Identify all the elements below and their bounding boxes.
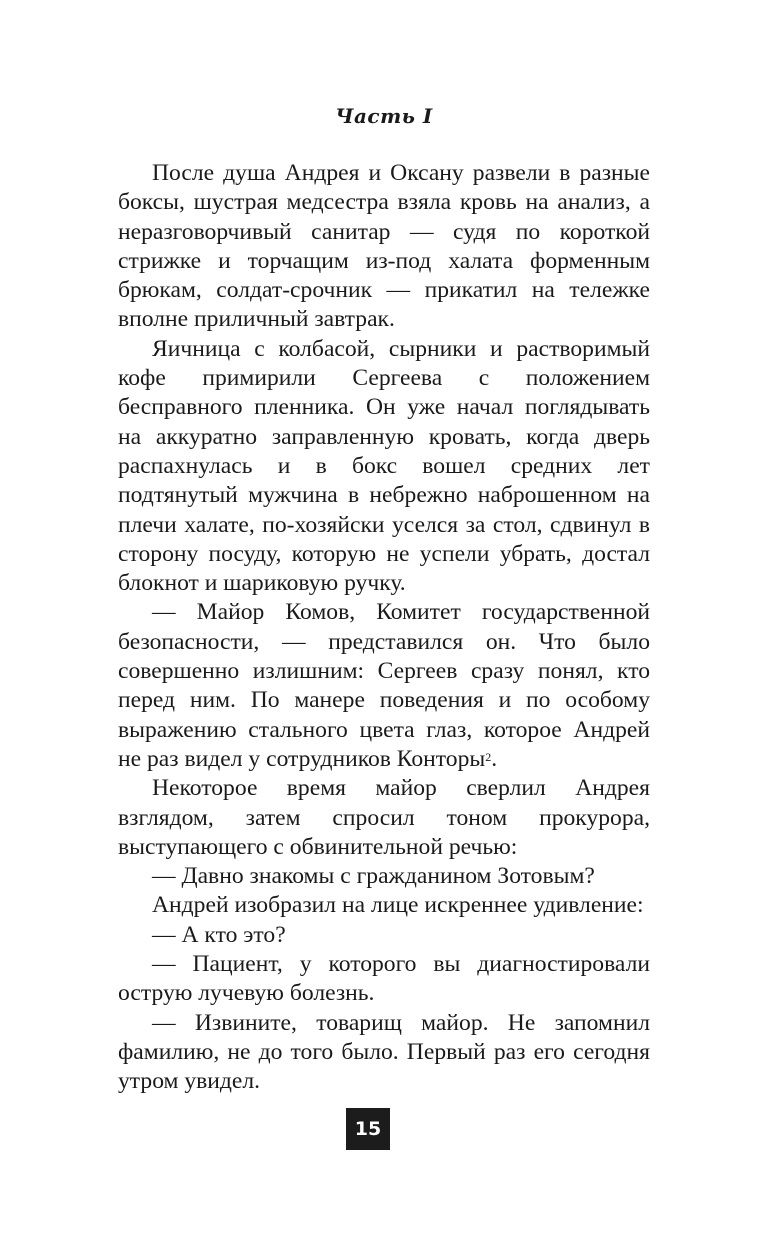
paragraph-6: Андрей изобразил на лице искреннее удивление: <box>152 892 644 919</box>
page-number: 15 <box>346 1108 390 1150</box>
paragraph-9: — Извините, товарищ майор. Не запомнил фамилию, не до того было. Первый раз его сегодня утром увидел. <box>118 1009 650 1095</box>
body-text <box>118 159 650 1097</box>
paragraph-1: После душа Андрея и Оксану развели в разные боксы, шустрая медсестра взяла кровь на анализ, а неразговорчивый санитар — судя по короткой стрижке и торчащим из-под халата форменным брюкам, солдат-срочник — прикатил на тележке вполне приличный завтрак. <box>118 160 650 333</box>
footnote-mark: 2 <box>485 749 492 764</box>
paragraph-7: — А кто это? <box>152 921 286 948</box>
paragraph-5: — Давно знакомы с гражданином Зотовым? <box>152 863 595 890</box>
paragraph-8: — Пациент, у которого вы диагностировали острую лучевую болезнь. <box>118 951 650 1007</box>
paragraph-2: Яичница с колбасой, сырники и растворимый кофе примирили Сергеева с положением бесправного пленника. Он уже начал поглядывать на аккуратно заправленную кровать, когда дверь распахнулась и в бокс вошел средних лет подтянутый мужчина в небрежно наброшенном на плечи халате, по-хозяйски уселся за стол, сдвинул в сторону посуду, которую не успели убрать, достал блокнот и шариковую ручку. <box>118 335 650 597</box>
paragraph-3-end: . <box>491 745 498 772</box>
paragraph-3 <box>118 598 650 774</box>
running-title: Часть I <box>335 104 433 128</box>
paragraph-4: Некоторое время майор сверлил Андрея взглядом, затем спросил тоном прокурора, выступающего с обвинительной речью: <box>118 775 650 860</box>
paragraph-3-text: — Майор Комов, Комитет государственной безопасности, — представился он. Что было совершенно излишним: Сергеев сразу понял, кто перед ним. По манере поведения и по особому выражению стального цвета глаз, которое Андрей не раз видел у сотрудников Конторы <box>118 599 650 772</box>
